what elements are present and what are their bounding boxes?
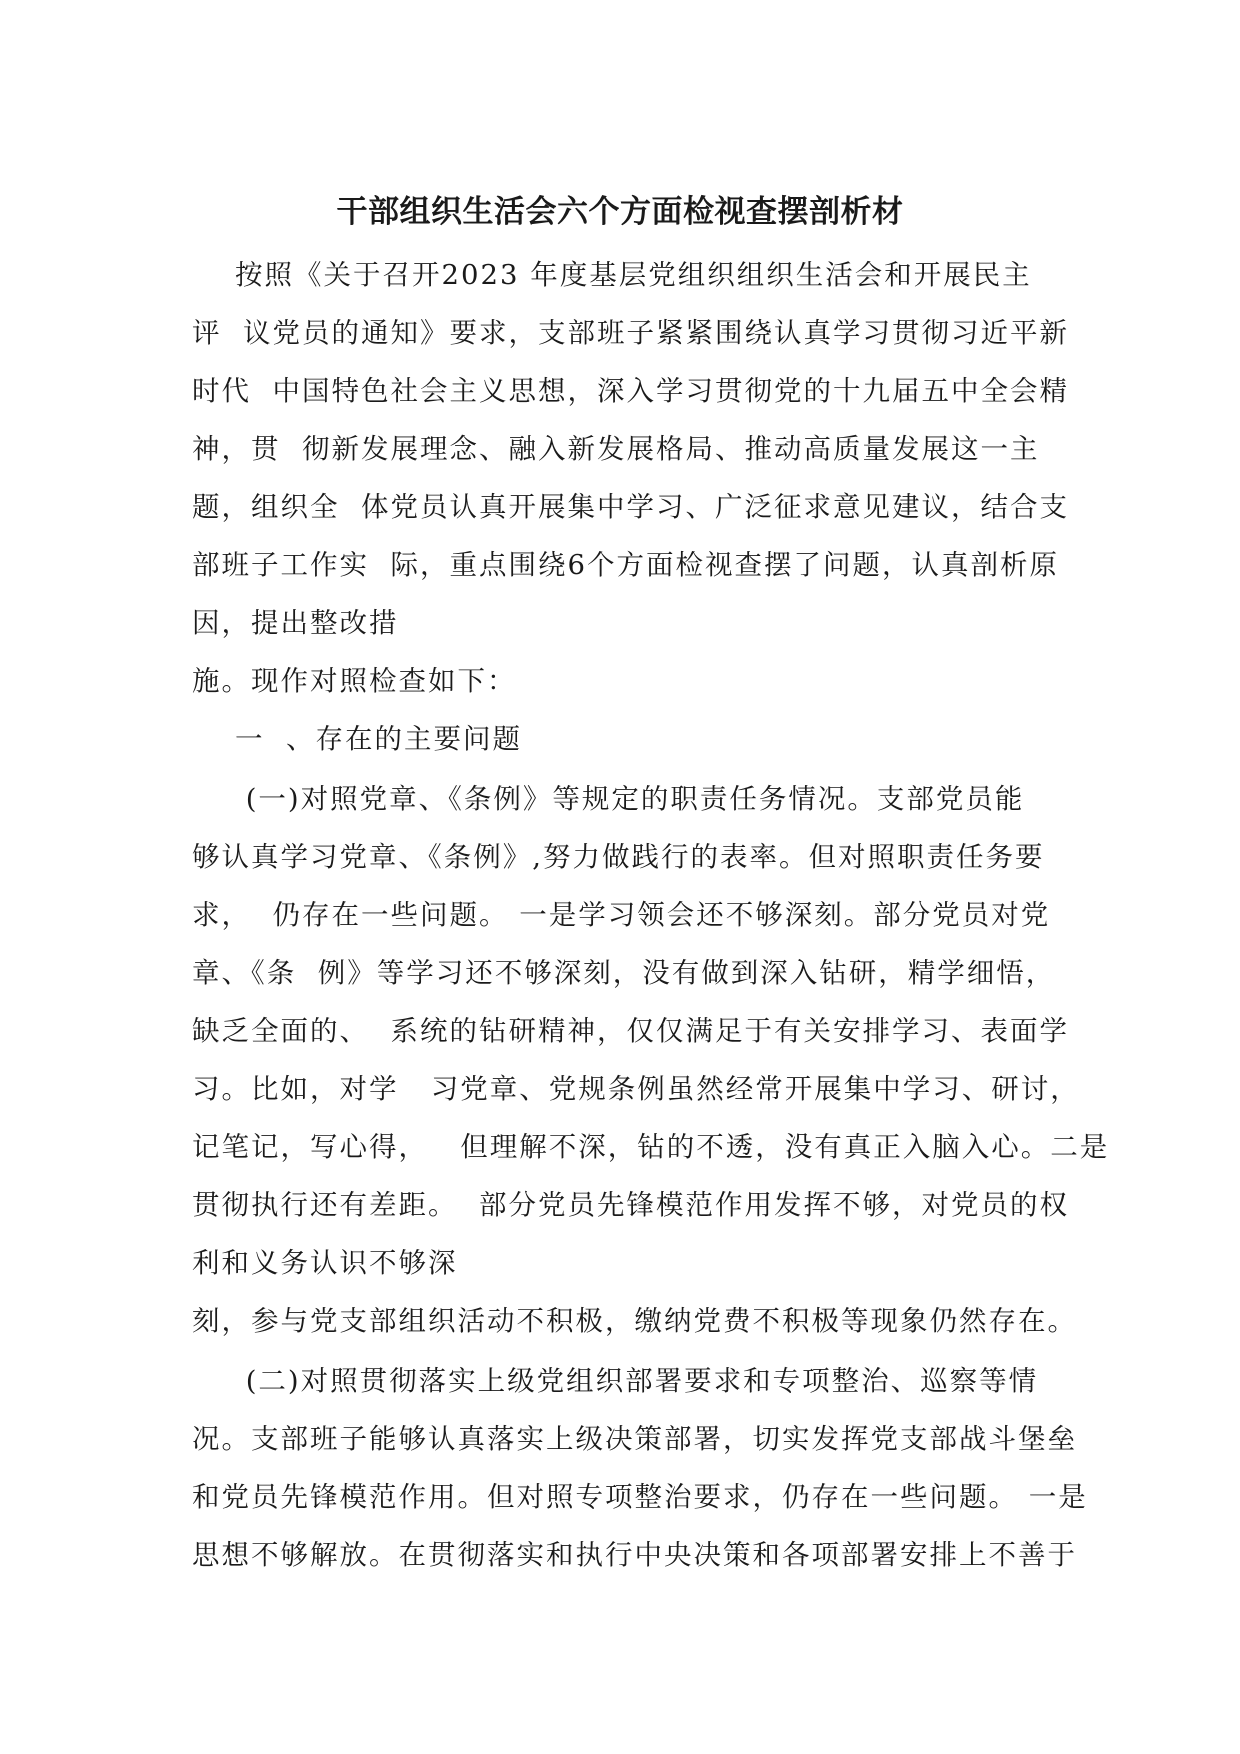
- body-line: 习。比如，对学 习党章、党规条例虽然经常开展集中学习、研讨，: [192, 1073, 1080, 1105]
- body-line: 思想不够解放。在贯彻落实和执行中央决策和各项部署安排上不善于: [192, 1539, 1077, 1571]
- body-line: 缺乏全面的、 系统的钻研精神，仅仅满足于有关安排学习、表面学: [192, 1015, 1069, 1047]
- body-line: 按照《关于召开2023 年度基层党组织组织生活会和开展民主: [192, 259, 1032, 291]
- body-line: 神，贯 彻新发展理念、融入新发展格局、推动高质量发展这一主: [192, 433, 1040, 465]
- body-line: (一)对照党章、《条例》等规定的职责任务情况。支部党员能: [192, 783, 1025, 815]
- body-line: 评 议党员的通知》要求，支部班子紧紧围绕认真学习贯彻习近平新: [192, 317, 1069, 349]
- body-line: 求， 仍存在一些问题。 一是学习领会还不够深刻。部分党员对党: [192, 899, 1051, 931]
- body-line: 刻，参与党支部组织活动不积极，缴纳党费不积极等现象仍然存在。: [192, 1305, 1077, 1337]
- body-line: 部班子工作实 际，重点围绕6个方面检视查摆了问题，认真剖析原: [192, 549, 1059, 581]
- body-line: 因，提出整改措: [192, 607, 399, 639]
- body-line: 记笔记，写心得， 但理解不深，钻的不透，没有真正入脑入心。二是: [192, 1131, 1110, 1163]
- body-line: 时代 中国特色社会主义思想，深入学习贯彻党的十九届五中全会精: [192, 375, 1069, 407]
- body-line: 贯彻执行还有差距。 部分党员先锋模范作用发挥不够，对党员的权: [192, 1189, 1069, 1221]
- document-title: 干部组织生活会六个方面检视查摆剖析材: [336, 194, 904, 230]
- section-heading: 一 、存在的主要问题: [192, 723, 522, 755]
- body-line: 够认真学习党章、《条例》,努力做践行的表率。但对照职责任务要: [192, 841, 1045, 873]
- body-line: 利和义务认识不够深: [192, 1247, 458, 1279]
- body-line: 章、《条 例》等学习还不够深刻，没有做到深入钻研，精学细悟，: [192, 957, 1056, 989]
- body-line: 题，组织全 体党员认真开展集中学习、广泛征求意见建议，结合支: [192, 491, 1069, 523]
- body-line: 况。支部班子能够认真落实上级决策部署，切实发挥党支部战斗堡垒: [192, 1423, 1077, 1455]
- body-line: (二)对照贯彻落实上级党组织部署要求和专项整治、巡察等情: [192, 1365, 1039, 1397]
- body-line: 施。现作对照检查如下：: [192, 665, 517, 697]
- body-line: 和党员先锋模范作用。但对照专项整治要求，仍存在一些问题。 一是: [192, 1481, 1088, 1513]
